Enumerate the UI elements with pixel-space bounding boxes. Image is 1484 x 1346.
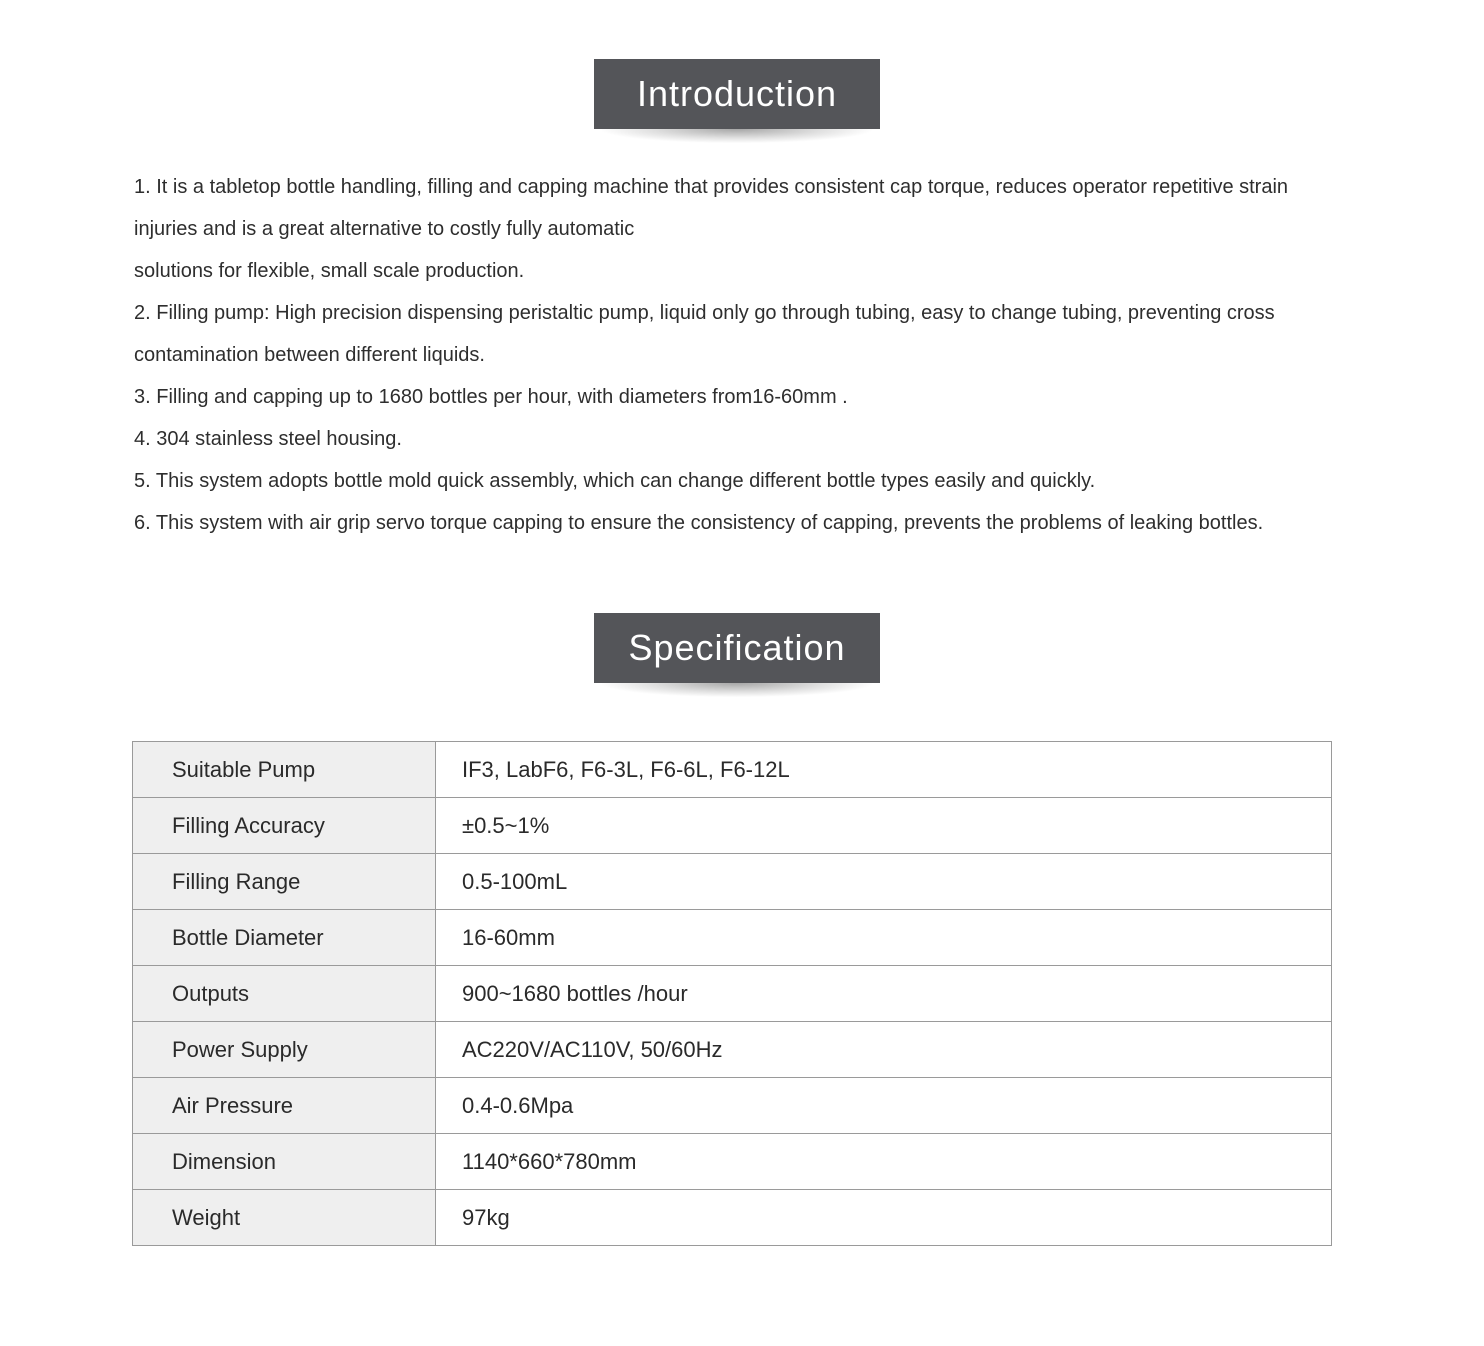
specification-heading: Specification xyxy=(594,613,880,683)
spec-value-air-pressure: 0.4-0.6Mpa xyxy=(436,1078,1332,1134)
table-row xyxy=(133,1134,1332,1190)
spec-value-weight: 97kg xyxy=(436,1190,1332,1246)
intro-paragraph-1: 1. It is a tabletop bottle handling, filling and capping machine that provides consistent cap torque, reduces operator repetitive strain injuries and is a great alternative to costly fully automatic xyxy=(134,176,1289,240)
spec-label-weight: Weight xyxy=(133,1190,436,1246)
specification-table xyxy=(132,741,1332,1246)
table-row xyxy=(133,1022,1332,1078)
heading-shadow xyxy=(602,129,872,143)
spec-value-bottle-diameter: 16-60mm xyxy=(436,910,1332,966)
intro-paragraph-5: 5. This system adopts bottle mold quick assembly, which can change different bottle types easily and quickly. xyxy=(134,470,1096,492)
introduction-heading: Introduction xyxy=(594,59,880,129)
spec-value-suitable-pump: IF3, LabF6, F6-3L, F6-6L, F6-12L xyxy=(436,742,1332,798)
table-row xyxy=(133,798,1332,854)
spec-label-filling-accuracy: Filling Accuracy xyxy=(133,798,436,854)
spec-label-suitable-pump: Suitable Pump xyxy=(133,742,436,798)
table-row xyxy=(133,1190,1332,1246)
spec-label-power-supply: Power Supply xyxy=(133,1022,436,1078)
specification-heading-block xyxy=(594,613,880,683)
spec-label-dimension: Dimension xyxy=(133,1134,436,1190)
spec-value-dimension: 1140*660*780mm xyxy=(436,1134,1332,1190)
spec-value-filling-range: 0.5-100mL xyxy=(436,854,1332,910)
spec-value-filling-accuracy: ±0.5~1% xyxy=(436,798,1332,854)
spec-value-outputs: 900~1680 bottles /hour xyxy=(436,966,1332,1022)
spec-value-power-supply: AC220V/AC110V, 50/60Hz xyxy=(436,1022,1332,1078)
spec-label-bottle-diameter: Bottle Diameter xyxy=(133,910,436,966)
heading-shadow xyxy=(602,683,872,697)
intro-paragraph-2: 2. Filling pump: High precision dispensing peristaltic pump, liquid only go through tubing, easy to change tubing, preventing cross contamination between different liquids. xyxy=(134,302,1275,366)
introduction-text xyxy=(134,166,1334,544)
spec-label-air-pressure: Air Pressure xyxy=(133,1078,436,1134)
table-row xyxy=(133,854,1332,910)
spec-label-outputs: Outputs xyxy=(133,966,436,1022)
spec-label-filling-range: Filling Range xyxy=(133,854,436,910)
intro-paragraph-6: 6. This system with air grip servo torque capping to ensure the consistency of capping, prevents the problems of leaking bottles. xyxy=(134,512,1264,534)
introduction-heading-block xyxy=(594,59,880,129)
table-row xyxy=(133,1078,1332,1134)
table-row xyxy=(133,910,1332,966)
table-row xyxy=(133,966,1332,1022)
intro-paragraph-4: 4. 304 stainless steel housing. xyxy=(134,428,402,450)
intro-paragraph-3: 3. Filling and capping up to 1680 bottles per hour, with diameters from16-60mm . xyxy=(134,386,848,408)
table-row xyxy=(133,742,1332,798)
intro-paragraph-1-continued: solutions for flexible, small scale production. xyxy=(134,260,525,282)
